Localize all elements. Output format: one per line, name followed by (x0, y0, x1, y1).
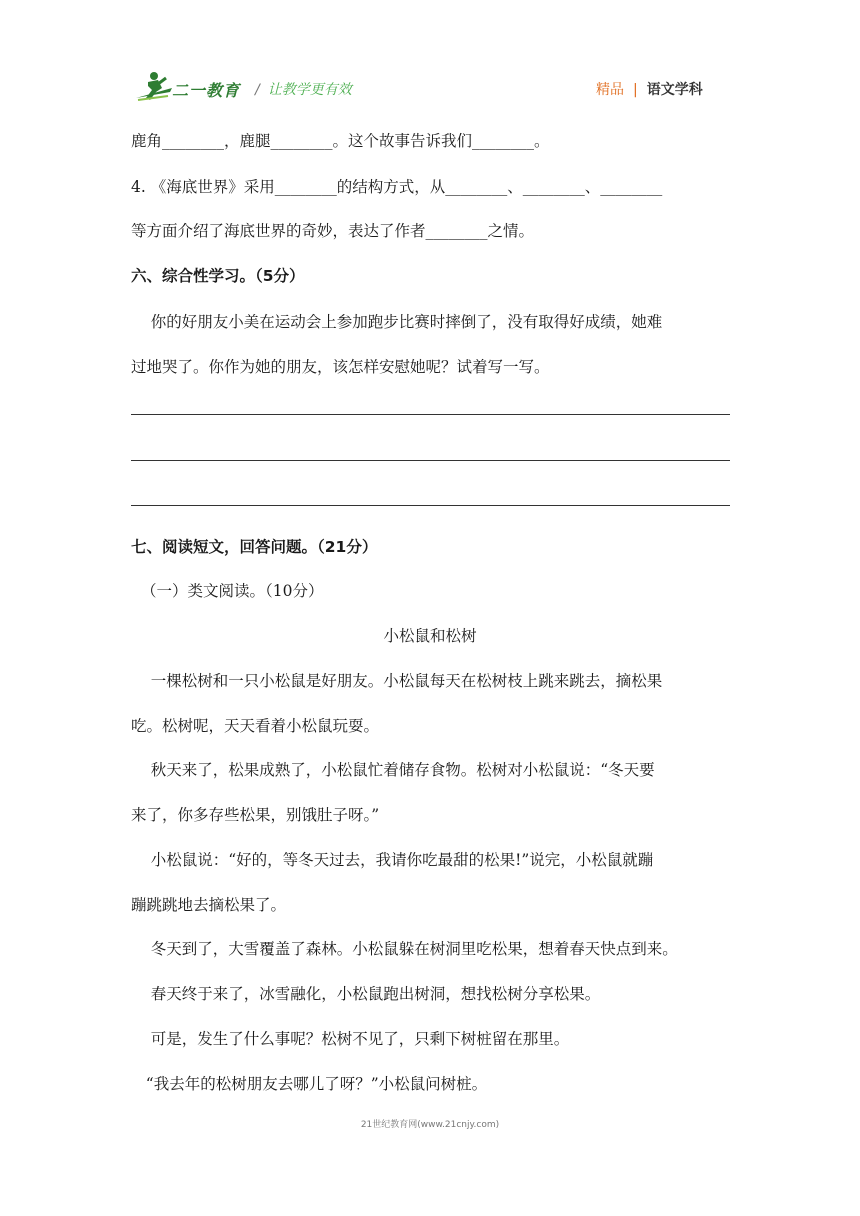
story-paragraph-4: 冬天到了，大雪覆盖了森林。小松鼠躲在树洞里吃松果，想着春天快点到来。 (131, 940, 678, 958)
answer-line-3[interactable] (131, 505, 730, 506)
page-footer: 21世纪教育网(www.21cnjy.com) (360, 1120, 500, 1130)
story-paragraph-3-line-2: 蹦跳跳地去摘松果了。 (131, 896, 287, 914)
header-slogan (255, 79, 352, 99)
story-title: 小松鼠和松树 (383, 627, 477, 645)
page-header (0, 0, 860, 110)
answer-line-1[interactable] (131, 414, 730, 415)
story-paragraph-7: “我去年的松树朋友去哪儿了呀？”小松鼠问树桩。 (131, 1075, 488, 1093)
section-7-title: 七、阅读短文，回答问题。（21分） (131, 538, 378, 556)
section-7-subsection: （一）类文阅读。（10分） (141, 582, 324, 600)
logo-text: 二一教育 (172, 81, 241, 100)
story-paragraph-2-line-1: 秋天来了，松果成熟了，小松鼠忙着储存食物。松树对小松鼠说：“冬天要 (131, 761, 655, 779)
story-paragraph-3-line-1: 小松鼠说：“好的，等冬天过去，我请你吃最甜的松果!”说完，小松鼠就蹦 (131, 851, 654, 869)
header-right (596, 79, 703, 99)
section-6-prompt-line-2: 过地哭了。你作为她的朋友，该怎样安慰她呢？试着写一写。 (131, 358, 550, 376)
story-paragraph-5: 春天终于来了，冰雪融化，小松鼠跑出树洞，想找松树分享松果。 (131, 985, 601, 1003)
question-3-continuation: 鹿角________，鹿腿________。这个故事告诉我们________。 (131, 132, 550, 150)
story-paragraph-6: 可是，发生了什么事呢？松树不见了，只剩下树桩留在那里。 (131, 1030, 570, 1048)
story-paragraph-1-line-1: 一棵松树和一只小松鼠是好朋友。小松鼠每天在松树枝上跳来跳去，摘松果 (131, 672, 663, 690)
slogan-text: 让教学更有效 (267, 82, 352, 98)
quality-tag: 精品 (596, 82, 624, 98)
question-4-line-2: 等方面介绍了海底世界的奇妙，表达了作者________之情。 (131, 222, 535, 240)
story-paragraph-1-line-2: 吃。松树呢，天天看着小松鼠玩耍。 (131, 717, 380, 735)
section-6-title: 六、综合性学习。（5分） (131, 267, 305, 285)
slogan-slash: / (255, 82, 260, 98)
section-6-prompt-line-1: 你的好朋友小美在运动会上参加跑步比赛时摔倒了，没有取得好成绩，她难 (131, 313, 663, 331)
header-separator: | (633, 82, 638, 98)
story-paragraph-2-line-2: 来了，你多存些松果，别饿肚子呀。” (131, 806, 380, 824)
subject-label: 语文学科 (646, 82, 703, 98)
question-4-line-1: 4. 《海底世界》采用________的结构方式，从________、________、________ (131, 178, 663, 196)
answer-line-2[interactable] (131, 460, 730, 461)
